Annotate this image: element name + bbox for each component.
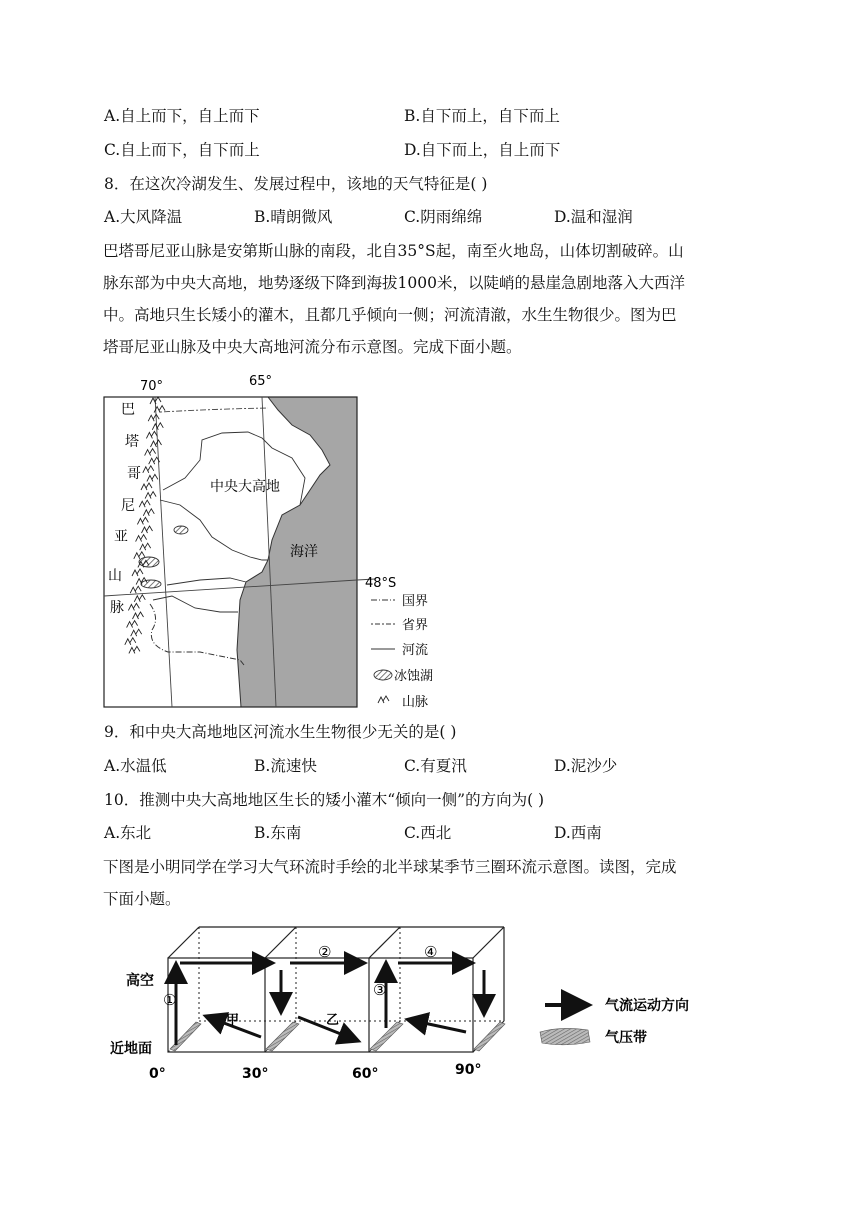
mountain-icon <box>134 595 145 602</box>
lat-48s-label: 48°S <box>365 576 397 591</box>
mountain-icon <box>145 449 156 456</box>
legend-belt-icon <box>540 1028 590 1044</box>
q9-option-b: B.流速快 <box>254 757 317 775</box>
glacial-lake <box>141 580 161 588</box>
passage-line: 下图是小明同学在学习大气环流时手绘的北半球某季节三圈环流示意图。读图，完成 <box>103 858 677 876</box>
mountain-icon <box>127 621 138 628</box>
q10-option-b: B.东南 <box>254 824 302 842</box>
mountain-icon <box>151 440 162 447</box>
mountain-icon <box>142 526 153 533</box>
circle-number-3: ③ <box>373 981 387 999</box>
surface-label: 近地面 <box>110 1041 152 1057</box>
mountain-icon <box>139 500 150 507</box>
passage-line: 中。高地只生长矮小的灌木，且都几乎倾向一侧；河流清澈，水生生物很少。图为巴 <box>103 306 677 324</box>
mountain-icon <box>147 474 158 481</box>
q10-option-d: D.西南 <box>554 824 602 842</box>
mountain-icon <box>136 535 147 542</box>
map-legend <box>371 594 433 710</box>
provincial-border <box>160 408 268 412</box>
cell-label-jia: 甲 <box>226 1013 240 1028</box>
mountain-char: 巴 <box>121 402 135 418</box>
high-altitude-label: 高空 <box>126 973 154 989</box>
mountain-icon <box>143 466 154 473</box>
arrow-cell3-surface <box>410 1020 466 1032</box>
mountain-icon <box>140 543 151 550</box>
three-cell-circulation-diagram <box>0 915 760 1085</box>
legend-river: 河流 <box>402 643 429 658</box>
glacial-lake <box>174 526 188 534</box>
legend-glacial-lake: 冰蚀湖 <box>394 669 434 684</box>
lon-65-label: 65° <box>249 374 273 389</box>
q10-option-a: A.东北 <box>104 824 152 842</box>
mountain-icon <box>125 638 136 645</box>
pressure-belt <box>266 1022 299 1051</box>
legend-national-border: 国界 <box>402 594 429 609</box>
q9-option-c: C.有夏汛 <box>404 757 467 775</box>
mountain-char: 尼 <box>121 498 135 514</box>
mountain-icon <box>131 629 142 636</box>
passage-line: 下面小题。 <box>103 890 181 908</box>
legend-pressure-belt: 气压带 <box>605 1030 647 1046</box>
q7-option-a: A.自上而下，自上而下 <box>104 107 260 125</box>
mountain-icon <box>148 414 159 421</box>
passage-circulation <box>103 851 758 915</box>
lat-label-90: 90° <box>455 1062 482 1078</box>
legend-mountain: 山脉 <box>402 695 429 710</box>
q7-option-c: C.自上而下，自下而上 <box>104 141 260 159</box>
glacial-lake <box>139 557 159 567</box>
mountain-icon <box>145 492 156 499</box>
mountain-icon <box>129 646 140 653</box>
lat-label-0: 0° <box>149 1066 166 1082</box>
q8-stem: 8．在这次冷湖发生、发展过程中，该地的天气特征是( ) <box>104 175 488 193</box>
mountain-icon <box>132 569 143 576</box>
river-south <box>167 578 246 585</box>
q10-option-c: C.西北 <box>404 824 452 842</box>
passage-line: 脉东部为中央大高地，地势逐级下降到海拔1000米，以陡峭的悬崖急剧地落入大西洋 <box>103 274 685 292</box>
patagonia-map <box>0 370 500 715</box>
mountain-char: 亚 <box>114 529 128 545</box>
passage-patagonia <box>103 235 758 363</box>
lat-label-30: 30° <box>242 1066 269 1082</box>
lat-label-60: 60° <box>352 1066 379 1082</box>
mountain-icon <box>130 586 141 593</box>
q8-option-d: D.温和湿润 <box>554 208 633 226</box>
mountain-icon <box>128 603 139 610</box>
circle-number-4: ④ <box>424 943 438 961</box>
mountain-icon <box>137 517 148 524</box>
q8-option-a: A.大风降温 <box>104 208 183 226</box>
longitude-70-line <box>155 397 172 707</box>
mountain-char: 哥 <box>127 466 141 482</box>
national-border <box>150 604 244 665</box>
mountain-icon <box>143 509 154 516</box>
q7-option-d: D.自下而上，自上而下 <box>404 141 561 159</box>
q7-option-b: B.自下而上，自下而上 <box>404 107 560 125</box>
q9-stem: 9．和中央大高地地区河流水生生物很少无关的是( ) <box>104 723 457 741</box>
q9-option-a: A.水温低 <box>104 757 167 775</box>
mountain-icon <box>133 612 144 619</box>
circle-number-1: ① <box>163 991 177 1009</box>
q8-option-b: B.晴朗微风 <box>254 208 333 226</box>
legend-mountain-icon <box>378 696 389 703</box>
legend-airflow: 气流运动方向 <box>605 998 689 1014</box>
circle-number-2: ② <box>318 943 332 961</box>
pressure-belt <box>474 1022 505 1051</box>
q9-option-d: D.泥沙少 <box>554 757 618 775</box>
mountain-char: 塔 <box>125 434 139 450</box>
passage-line: 巴塔哥尼亚山脉是安第斯山脉的南段，北自35°S起，南至火地岛，山体切割破碎。山 <box>103 242 684 260</box>
mountain-icon <box>141 483 152 490</box>
mountain-char: 山 <box>108 568 122 584</box>
q8-option-c: C.阴雨绵绵 <box>404 208 483 226</box>
legend-provincial-border: 省界 <box>402 618 429 633</box>
plateau-label: 中央大高地 <box>210 479 280 495</box>
ocean-label: 海洋 <box>290 544 318 560</box>
cell-label-yi: 乙 <box>326 1013 340 1028</box>
mountain-icon <box>146 431 157 438</box>
passage-line: 塔哥尼亚山脉及中央大高地河流分布示意图。完成下面小题。 <box>103 338 522 356</box>
box-front <box>168 958 473 1052</box>
lon-70-label: 70° <box>140 379 164 394</box>
mountain-icon <box>152 423 163 430</box>
q10-stem: 10．推测中央大高地地区生长的矮小灌木“倾向一侧”的方向为( ) <box>104 791 545 809</box>
mountain-char: 脉 <box>110 600 124 616</box>
